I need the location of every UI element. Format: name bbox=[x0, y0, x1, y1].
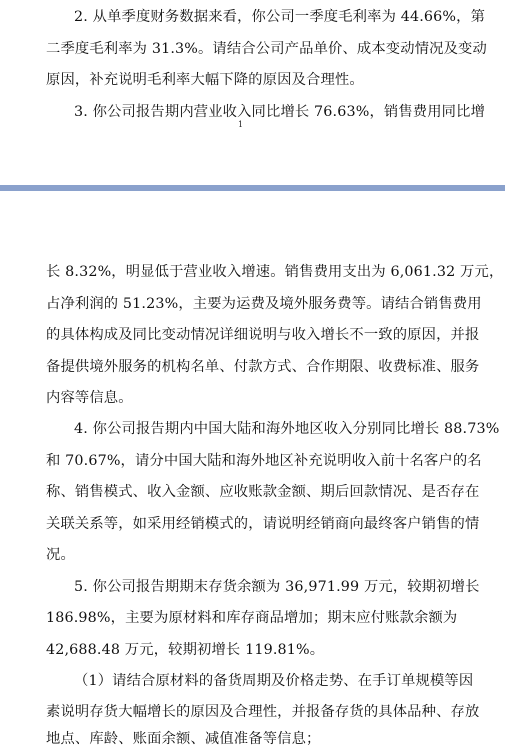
text-line: 地点、库龄、账面余额、减值准备等信息； bbox=[46, 731, 321, 747]
text-line: 3. 你公司报告期内营业收入同比增长 76.63%，销售费用同比增 bbox=[74, 104, 486, 120]
text-line: 素说明存货大幅增长的原因及合理性，并报备存货的具体品种、存放 bbox=[46, 704, 480, 720]
text-line: 4. 你公司报告期内中国大陆和海外地区收入分别同比增长 88.73% bbox=[74, 421, 500, 437]
text-line: 内容等信息。 bbox=[46, 390, 133, 406]
text-line: 的具体构成及同比变动情况详细说明与收入增长不一致的原因，并报 bbox=[46, 327, 480, 343]
text-line: 关联关系等，如采用经销模式的，请说明经销商向最终客户销售的情 bbox=[46, 516, 480, 532]
page-divider-bar bbox=[0, 185, 505, 191]
text-line: 称、销售模式、收入金额、应收账款金额、期后回款情况、是否存在 bbox=[46, 484, 480, 500]
page-top bbox=[0, 0, 505, 178]
text-line: 长 8.32%，明显低于营业收入增速。销售费用支出为 6,061.32 万元， bbox=[46, 264, 504, 280]
text-line: 况。 bbox=[46, 547, 75, 563]
text-line: 2. 从单季度财务数据来看，你公司一季度毛利率为 44.66%，第 bbox=[74, 9, 486, 25]
text-line: 原因，补充说明毛利率大幅下降的原因及合理性。 bbox=[46, 72, 364, 88]
text-line: 备提供境外服务的机构名单、付款方式、合作期限、收费标准、服务 bbox=[46, 359, 480, 375]
page-divider bbox=[0, 178, 505, 192]
text-line: 占净利润的 51.23%，主要为运费及境外服务费等。请结合销售费用 bbox=[46, 296, 482, 312]
text-line: 5. 你公司报告期期末存货余额为 36,971.99 万元，较期初增长 bbox=[74, 579, 480, 595]
text-line: 186.98%，主要为原材料和库存商品增加；期末应付账款余额为 bbox=[46, 610, 458, 626]
text-line: 和 70.67%，请分中国大陆和海外地区补充说明收入前十名客户的名 bbox=[46, 453, 482, 469]
text-line: （1）请结合原材料的备货周期及价格走势、在手订单规模等因 bbox=[74, 673, 474, 689]
page-bottom bbox=[0, 192, 505, 747]
text-line: 42,688.48 万元，较期初增长 119.81%。 bbox=[46, 642, 325, 658]
text-line: 二季度毛利率为 31.3%。请结合公司产品单价、成本变动情况及变动 bbox=[46, 41, 487, 57]
page-number: 1 bbox=[238, 120, 244, 129]
